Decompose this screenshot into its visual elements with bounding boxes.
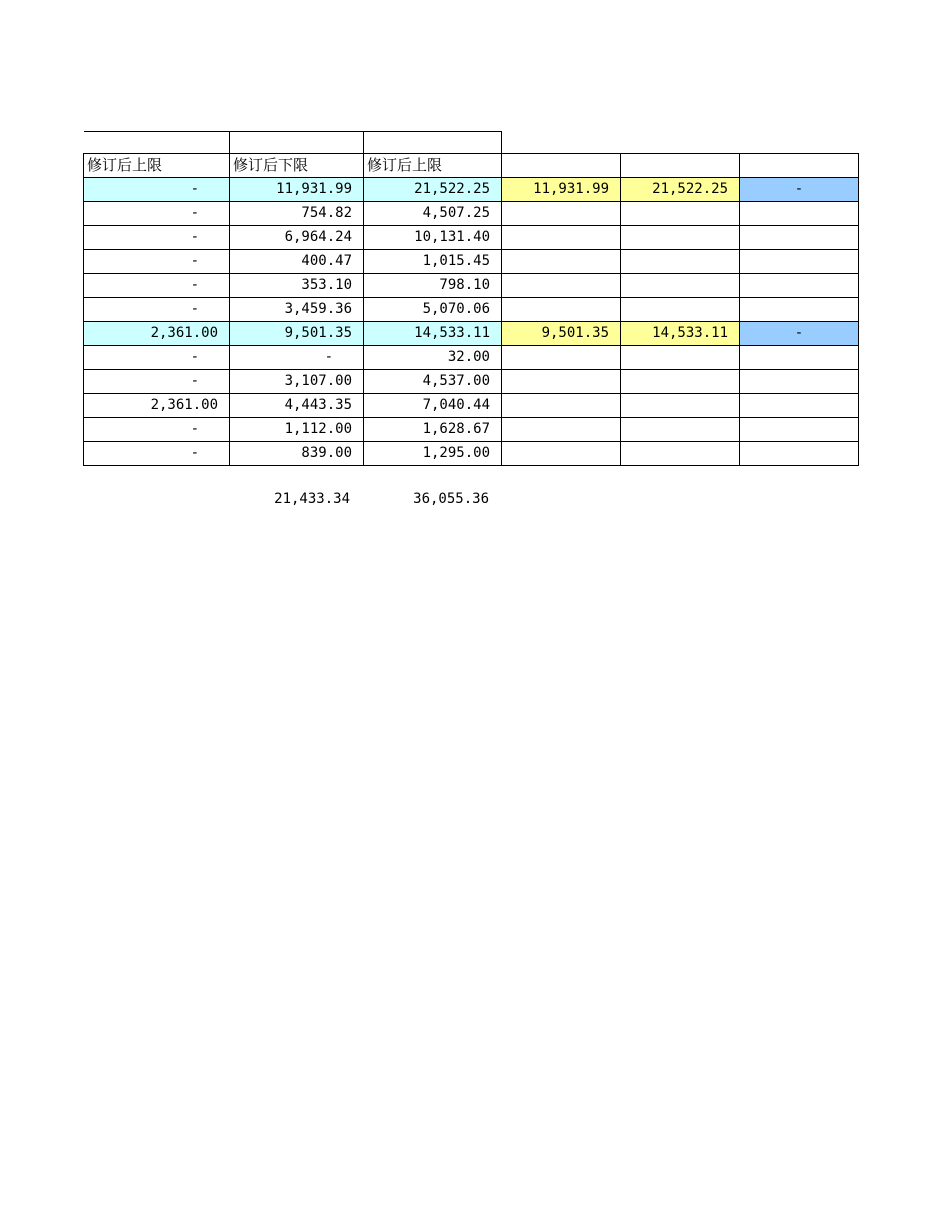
cell[interactable] — [621, 154, 740, 178]
cell-c4[interactable]: 9,501.35 — [502, 322, 621, 346]
cell-c3[interactable]: 5,070.06 — [364, 298, 502, 322]
table-row — [84, 442, 859, 466]
cell-c5[interactable] — [621, 394, 740, 418]
cell-c3[interactable]: 10,131.40 — [364, 226, 502, 250]
cell-c2[interactable]: 3,459.36 — [230, 298, 364, 322]
cell-c4[interactable] — [502, 226, 621, 250]
cell-c1[interactable]: - — [84, 178, 230, 202]
cell-c2[interactable]: 353.10 — [230, 274, 364, 298]
cell-c3[interactable]: 4,507.25 — [364, 202, 502, 226]
cell-c1[interactable]: - — [84, 298, 230, 322]
cell-c6[interactable] — [740, 274, 859, 298]
spreadsheet — [83, 131, 859, 466]
cell-c5[interactable] — [621, 226, 740, 250]
cell-c2[interactable]: 754.82 — [230, 202, 364, 226]
cell-c1[interactable]: 2,361.00 — [84, 394, 230, 418]
cell-c5[interactable]: 14,533.11 — [621, 322, 740, 346]
cell-c6[interactable]: - — [740, 322, 859, 346]
cell-c1[interactable]: - — [84, 418, 230, 442]
cell-c6[interactable] — [740, 250, 859, 274]
table-row — [84, 322, 859, 346]
cell-c3[interactable]: 7,040.44 — [364, 394, 502, 418]
cell-c1[interactable]: 2,361.00 — [84, 322, 230, 346]
table-row — [84, 346, 859, 370]
cell-c2[interactable]: - — [230, 346, 364, 370]
cell-c2[interactable]: 9,501.35 — [230, 322, 364, 346]
cell-c6[interactable] — [740, 442, 859, 466]
totals — [229, 491, 501, 513]
table-row — [84, 250, 859, 274]
table-row — [84, 298, 859, 322]
cell[interactable] — [740, 154, 859, 178]
cell-c3[interactable]: 1,295.00 — [364, 442, 502, 466]
table-row — [84, 274, 859, 298]
cell[interactable] — [364, 132, 502, 154]
cell-c1[interactable]: - — [84, 370, 230, 394]
total-upper-value[interactable]: 36,055.36 — [413, 491, 489, 507]
cell-c4[interactable] — [502, 298, 621, 322]
table-row — [84, 370, 859, 394]
data-table — [83, 131, 859, 466]
table-row — [84, 178, 859, 202]
header-cell-upper-limit[interactable]: 修订后上限 — [84, 154, 230, 178]
cell-c2[interactable]: 839.00 — [230, 442, 364, 466]
cell-c1[interactable]: - — [84, 202, 230, 226]
cell-c2[interactable]: 400.47 — [230, 250, 364, 274]
cell-c6[interactable]: - — [740, 178, 859, 202]
cell-c3[interactable]: 21,522.25 — [364, 178, 502, 202]
cell-c4[interactable]: 11,931.99 — [502, 178, 621, 202]
cell-c6[interactable] — [740, 418, 859, 442]
header-cell-lower-limit[interactable]: 修订后下限 — [230, 154, 364, 178]
cell-c3[interactable]: 32.00 — [364, 346, 502, 370]
cell-c2[interactable]: 1,112.00 — [230, 418, 364, 442]
cell-c5[interactable] — [621, 274, 740, 298]
cell[interactable] — [502, 154, 621, 178]
cell-c5[interactable]: 21,522.25 — [621, 178, 740, 202]
cell-c4[interactable] — [502, 346, 621, 370]
cell-c2[interactable]: 3,107.00 — [230, 370, 364, 394]
cell-c3[interactable]: 1,015.45 — [364, 250, 502, 274]
cell-c4[interactable] — [502, 442, 621, 466]
cell-c5[interactable] — [621, 370, 740, 394]
cell-c4[interactable] — [502, 202, 621, 226]
cell-c1[interactable]: - — [84, 346, 230, 370]
cell[interactable] — [84, 132, 230, 154]
cell-c5[interactable] — [621, 442, 740, 466]
cell-c1[interactable]: - — [84, 226, 230, 250]
table-row — [84, 394, 859, 418]
cell-c6[interactable] — [740, 346, 859, 370]
cell-c2[interactable]: 6,964.24 — [230, 226, 364, 250]
header-cell-upper-limit-2[interactable]: 修订后上限 — [364, 154, 502, 178]
blank-header-row — [84, 132, 859, 154]
cell-c4[interactable] — [502, 394, 621, 418]
cell-c4[interactable] — [502, 370, 621, 394]
total-lower-value[interactable]: 21,433.34 — [274, 491, 350, 507]
cell-c4[interactable] — [502, 274, 621, 298]
cell-c3[interactable]: 798.10 — [364, 274, 502, 298]
cell-c5[interactable] — [621, 418, 740, 442]
cell-c1[interactable]: - — [84, 250, 230, 274]
cell-c3[interactable]: 1,628.67 — [364, 418, 502, 442]
cell-c1[interactable]: - — [84, 274, 230, 298]
table-row — [84, 226, 859, 250]
cell[interactable] — [502, 132, 621, 154]
cell-c5[interactable] — [621, 298, 740, 322]
cell-c6[interactable] — [740, 394, 859, 418]
header-row — [84, 154, 859, 178]
cell[interactable] — [740, 132, 859, 154]
cell-c5[interactable] — [621, 346, 740, 370]
cell-c6[interactable] — [740, 226, 859, 250]
table-row — [84, 418, 859, 442]
cell-c6[interactable] — [740, 370, 859, 394]
cell-c3[interactable]: 14,533.11 — [364, 322, 502, 346]
cell-c6[interactable] — [740, 298, 859, 322]
cell-c4[interactable] — [502, 250, 621, 274]
cell-c4[interactable] — [502, 418, 621, 442]
cell-c5[interactable] — [621, 250, 740, 274]
cell-c2[interactable]: 4,443.35 — [230, 394, 364, 418]
cell-c2[interactable]: 11,931.99 — [230, 178, 364, 202]
cell-c6[interactable] — [740, 202, 859, 226]
cell-c3[interactable]: 4,537.00 — [364, 370, 502, 394]
table-row — [84, 202, 859, 226]
cell[interactable] — [621, 132, 740, 154]
cell[interactable] — [230, 132, 364, 154]
cell-c5[interactable] — [621, 202, 740, 226]
cell-c1[interactable]: - — [84, 442, 230, 466]
